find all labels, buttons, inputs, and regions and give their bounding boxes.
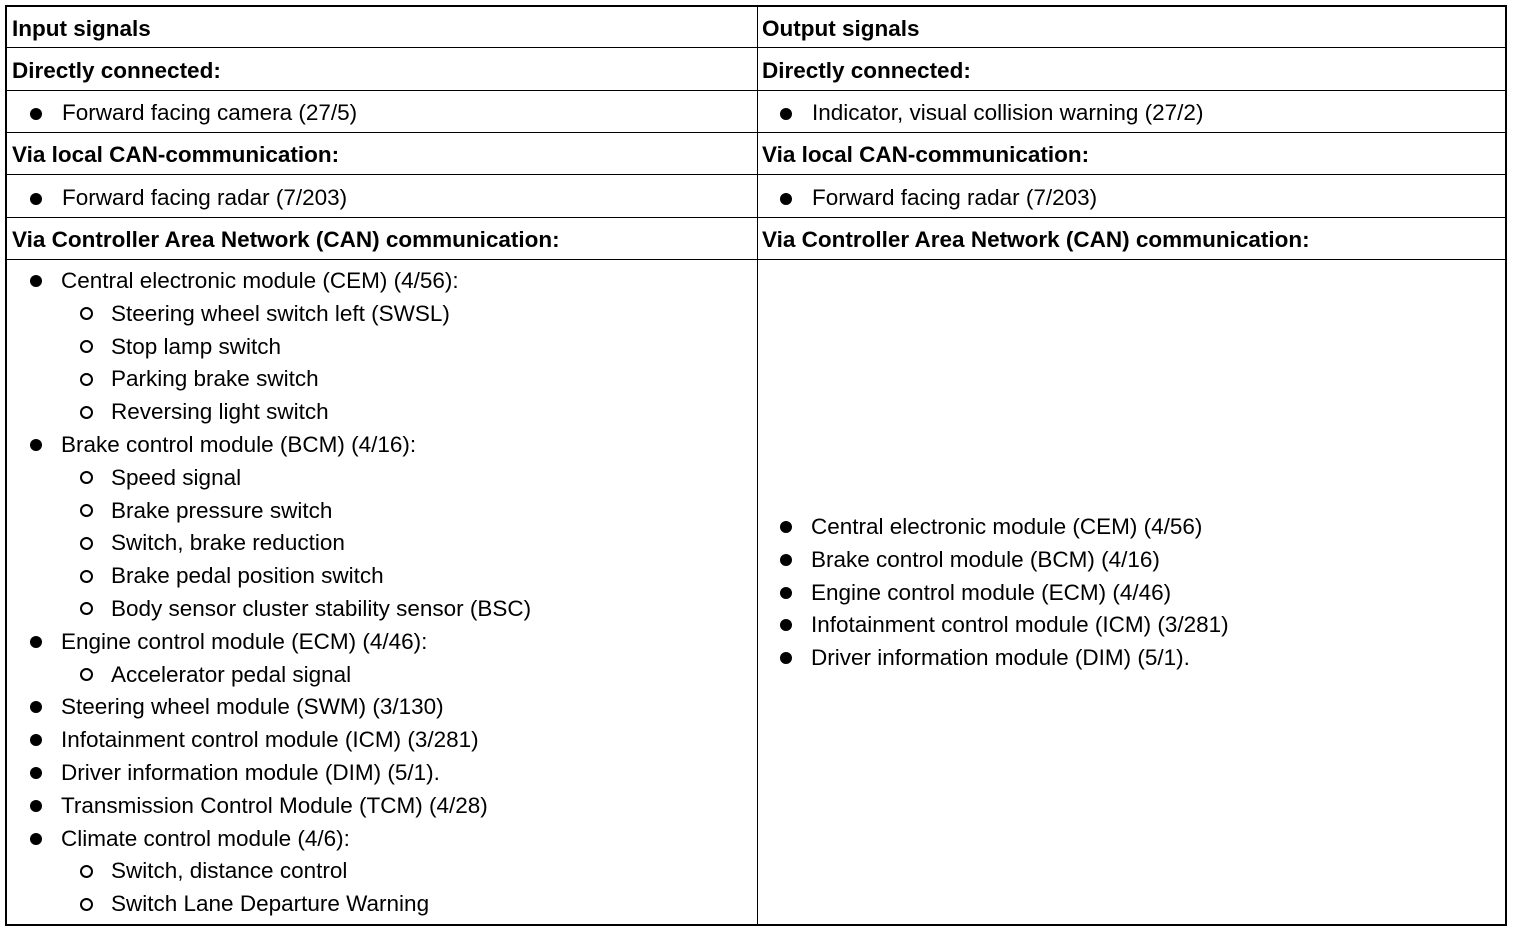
bullet-icon xyxy=(780,554,792,566)
bullet-icon xyxy=(30,439,42,451)
circle-bullet-icon xyxy=(80,373,93,386)
list-item xyxy=(7,757,752,790)
bullet-icon xyxy=(30,193,42,205)
row-divider xyxy=(7,90,1505,91)
list-item-label: Speed signal xyxy=(111,464,242,490)
list-item xyxy=(757,511,1502,544)
list-item-label: Engine control module (ECM) (4/46): xyxy=(61,628,428,654)
sub-list-item xyxy=(7,495,752,528)
row-divider xyxy=(7,132,1505,133)
bullet-icon xyxy=(30,701,42,713)
bullet-icon xyxy=(780,193,792,205)
list-item xyxy=(7,265,752,298)
signals-table: Input signals Directly connected: Forward facing camera (27/5) Via local CAN-communication: Forward facing radar (7/203) Via Controller Area Network (CAN) communication: Central electronic module (CEM) (4/56): Steering wheel switch left (SWSL) Stop lamp switch Parking brake switch Reversing light switch Brake control module (BCM) (4/16): Speed signal Brake pressure switch Switch, brake reduction Brake pedal position switch Body sensor cluster stability sensor (BSC) Engine control module (ECM) (4/46): Accelerator pedal signal Steering wheel module (SWM) (3/130) Infotainment control module (ICM) (3/281) Driver information module (DIM) (5/1). Transmission Control Module (TCM) (4/28) Climate control module (4/6): Switch, distance control Switch Lane Departure Warning Output signals Directly connected: Indicator, visual collision warning (27/2) Via local CAN-communication: Forward facing radar (7/203) Via Controller Area Network (CAN) communication: Central electronic module (CEM) (4/56) Brake control module (BCM) (4/16) Engine control module (ECM) (4/46) Infotainment control module (ICM) (3/281) Driver information module (DIM) (5/1). xyxy=(5,5,1507,926)
list-item xyxy=(757,609,1502,642)
list-item-label: Stop lamp switch xyxy=(111,333,282,359)
list-item xyxy=(7,724,752,757)
list-item xyxy=(7,790,752,823)
list-item xyxy=(757,577,1502,610)
sub-list-item xyxy=(7,888,752,921)
sub-list-item xyxy=(7,298,752,331)
sub-list-item xyxy=(7,593,752,626)
circle-bullet-icon xyxy=(80,471,93,484)
list-item-label: Driver information module (DIM) (5/1). xyxy=(811,645,1190,671)
output-local-can-heading: Via local CAN-communication: xyxy=(762,142,1090,167)
list-item-label: Brake control module (BCM) (4/16) xyxy=(811,546,1160,572)
bullet-icon xyxy=(780,619,792,631)
list-item-label: Brake pressure switch xyxy=(111,497,333,523)
circle-bullet-icon xyxy=(80,340,93,353)
bullet-icon xyxy=(30,108,42,120)
sub-list-item xyxy=(7,659,752,692)
list-item-label: Parking brake switch xyxy=(111,366,319,392)
row-divider xyxy=(7,47,1505,48)
sub-list-item xyxy=(7,363,752,396)
input-signals-header: Input signals xyxy=(12,16,151,41)
circle-bullet-icon xyxy=(80,602,93,615)
circle-bullet-icon xyxy=(80,307,93,320)
column-divider xyxy=(757,7,758,924)
list-item xyxy=(757,544,1502,577)
bullet-icon xyxy=(30,833,42,845)
row-divider xyxy=(7,217,1505,218)
sub-list-item xyxy=(7,527,752,560)
bullet-icon xyxy=(780,587,792,599)
row-divider xyxy=(7,259,1505,260)
row-divider xyxy=(7,174,1505,175)
output-can-heading: Via Controller Area Network (CAN) communication: xyxy=(762,227,1310,252)
list-item xyxy=(7,626,752,659)
input-directly-connected-heading: Directly connected: xyxy=(12,58,221,83)
input-can-list xyxy=(7,265,752,921)
circle-bullet-icon xyxy=(80,406,93,419)
list-item-label: Switch, brake reduction xyxy=(111,530,345,556)
sub-list-item xyxy=(7,462,752,495)
list-item xyxy=(7,429,752,462)
list-item-label: Infotainment control module (ICM) (3/281) xyxy=(61,727,479,753)
input-local-can-heading: Via local CAN-communication: xyxy=(12,142,340,167)
sub-list-item xyxy=(7,331,752,364)
circle-bullet-icon xyxy=(80,537,93,550)
list-item-label: Reversing light switch xyxy=(111,399,329,425)
input-can-heading: Via Controller Area Network (CAN) communication: xyxy=(12,227,560,252)
list-item-label: Driver information module (DIM) (5/1). xyxy=(61,759,440,785)
circle-bullet-icon xyxy=(80,570,93,583)
list-item xyxy=(7,691,752,724)
circle-bullet-icon xyxy=(80,504,93,517)
output-can-list xyxy=(757,511,1502,675)
list-item xyxy=(757,642,1502,675)
list-item-label: Body sensor cluster stability sensor (BSC) xyxy=(111,595,532,621)
list-item xyxy=(7,823,752,856)
list-item-label: Transmission Control Module (TCM) (4/28) xyxy=(61,792,488,818)
bullet-icon xyxy=(780,652,792,664)
list-item-label: Brake pedal position switch xyxy=(111,563,384,589)
bullet-icon xyxy=(30,800,42,812)
list-item-label: Climate control module (4/6): xyxy=(61,825,350,851)
sub-list-item xyxy=(7,560,752,593)
sub-list-item xyxy=(7,855,752,888)
list-item-label: Brake control module (BCM) (4/16): xyxy=(61,431,417,457)
list-item-label: Switch Lane Departure Warning xyxy=(111,891,430,917)
list-item-label: Steering wheel switch left (SWSL) xyxy=(111,300,450,326)
bullet-icon xyxy=(780,108,792,120)
list-item-label: Switch, distance control xyxy=(111,858,348,884)
list-item-label: Engine control module (ECM) (4/46) xyxy=(811,579,1172,605)
bullet-icon xyxy=(30,275,42,287)
list-item-label: Central electronic module (CEM) (4/56): xyxy=(61,268,459,293)
bullet-icon xyxy=(30,734,42,746)
circle-bullet-icon xyxy=(80,898,93,911)
circle-bullet-icon xyxy=(80,865,93,878)
sub-list-item xyxy=(7,396,752,429)
circle-bullet-icon xyxy=(80,668,93,681)
bullet-icon xyxy=(30,636,42,648)
list-item-label: Steering wheel module (SWM) (3/130) xyxy=(61,694,444,720)
bullet-icon xyxy=(780,521,792,533)
list-item-label: Accelerator pedal signal xyxy=(111,661,352,687)
output-directly-connected-heading: Directly connected: xyxy=(762,58,971,83)
output-signals-header: Output signals xyxy=(762,16,920,41)
list-item-label: Infotainment control module (ICM) (3/281) xyxy=(811,612,1229,638)
list-item-label: Central electronic module (CEM) (4/56) xyxy=(811,514,1203,539)
bullet-icon xyxy=(30,767,42,779)
